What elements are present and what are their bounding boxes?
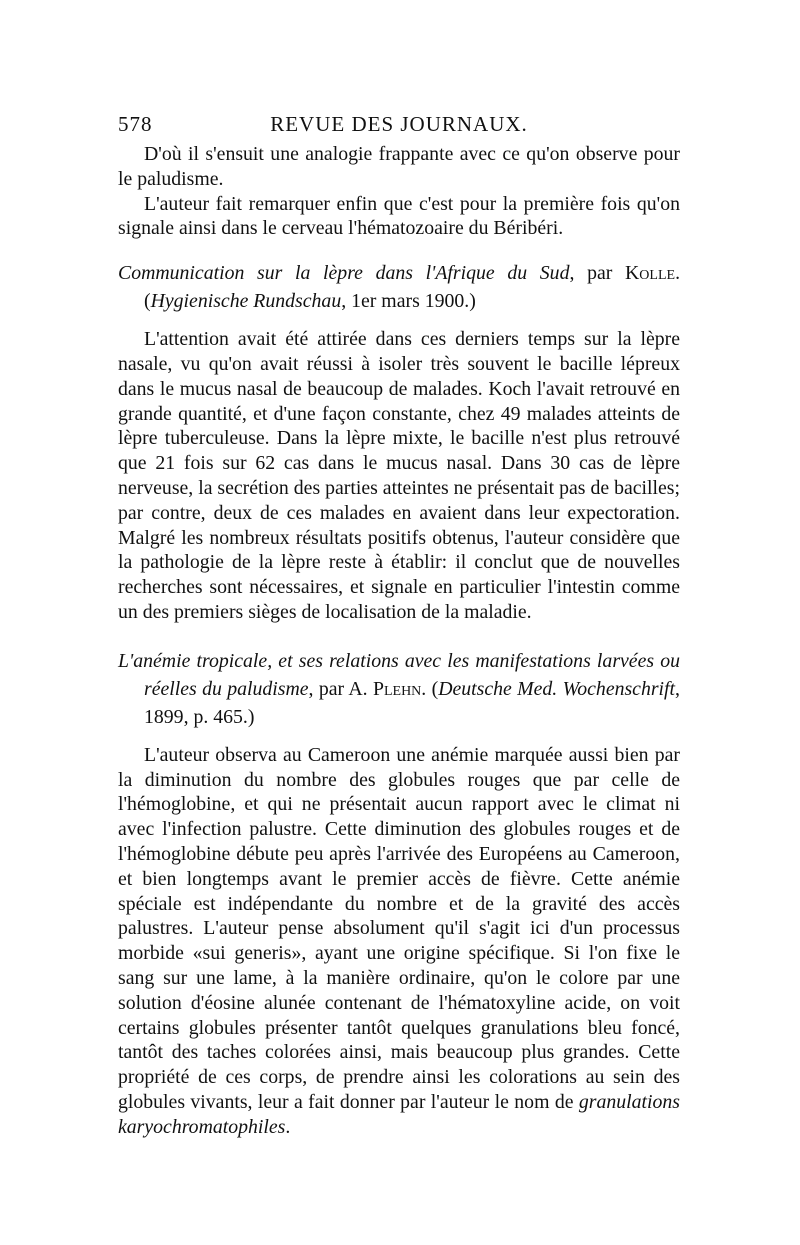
paragraph-end: .	[285, 1115, 291, 1138]
section-title-anemie	[118, 647, 680, 731]
section-title-lepre	[118, 259, 680, 315]
paragraph-text: L'auteur observa au Cameroon une anémie marquée aussi bien par la diminution du nombre des globules rouges que par celle de l'hémoglobine, et qui ne présentait aucun rapport avec le climat ni avec l'infection palustre. Cette diminution des globules rouges et de l'hémoglobine débute peu après l'arrivée des Européens au Cameroon, et bien longtemps avant le premier accès de fièvre. Cette anémie spéciale est indépendante du nombre et de la gravité des accès palustres. L'auteur pense absolument qu'il s'agit ici d'un processus morbide «sui generis», ayant une origine spécifique. Si l'on fixe le sang sur une lame, à la manière ordinaire, qu'on le colore par une solution d'éosine alunée contenant de l'hématoxyline acide, on voit certains globules présenter tantôt quelques granulations bleu foncé, tantôt des taches colorées ainsi, mais beaucoup plus grandes. Cette propriété de ces corps, de prendre ainsi les colorations au sein des globules vivants, leur a fait donner par l'auteur le nom de	[118, 743, 680, 1113]
source-date: , 1899, p. 465.)	[144, 677, 680, 728]
paragraph: L'auteur fait remarquer enfin que c'est pour la première fois qu'on signale ainsi dans le cerveau l'hématozoaire du Béribéri.	[118, 192, 680, 240]
title-punct: . (	[421, 677, 439, 700]
title-punct: . (	[144, 262, 681, 313]
italic-term: granulations karyochromatophiles	[118, 1090, 680, 1138]
article-title: Communication sur la lèpre dans l'Afrique du Sud	[118, 262, 570, 285]
running-header	[118, 112, 680, 142]
article-title: L'anémie tropicale, et ses relations avec les manifestations larvées ou réelles du paludisme	[118, 649, 680, 700]
paragraph	[118, 743, 680, 1140]
source-journal: Deutsche Med. Wochenschrift	[438, 677, 676, 700]
title-by: , par	[569, 262, 625, 285]
paragraph: D'où il s'ensuit une analogie frappante avec ce qu'on observe pour le paludisme.	[118, 143, 680, 190]
author-name: Plehn	[372, 677, 422, 700]
running-title: REVUE DES JOURNAUX.	[270, 112, 528, 136]
source-date: , 1er mars 1900.)	[341, 290, 476, 313]
title-by: , par A.	[308, 677, 373, 700]
article-body	[118, 142, 680, 1140]
paragraph: L'attention avait été attirée dans ces derniers temps sur la lèpre nasale, vu qu'on avait réussi à isoler très souvent le bacille lépreux dans le mucus nasal de beaucoup de malades. Koch l'avait retrouvé en grande quantité, et d'une façon constante, chez 49 malades atteints de lèpre tuberculeuse. Dans la lèpre mixte, le bacille n'est plus retrouvé que 21 fois sur 62 cas dans le mucus nasal. Dans 30 cas de lèpre nerveuse, la secrétion des parties atteintes ne présentait pas de bacilles; par contre, deux de ces malades en avaient dans leur expectoration. Malgré les nombreux résultats positifs obtenus, l'auteur considère que la pathologie de la lèpre reste à établir: il conclut que de nouvelles recherches sont nécessaires, et signale en particulier l'intestin comme un des premiers sièges de localisation de la maladie.	[118, 328, 680, 623]
source-journal: Hygienische Rundschau	[150, 290, 342, 313]
page-number: 578	[118, 112, 153, 136]
author-name: Kolle	[625, 262, 676, 285]
